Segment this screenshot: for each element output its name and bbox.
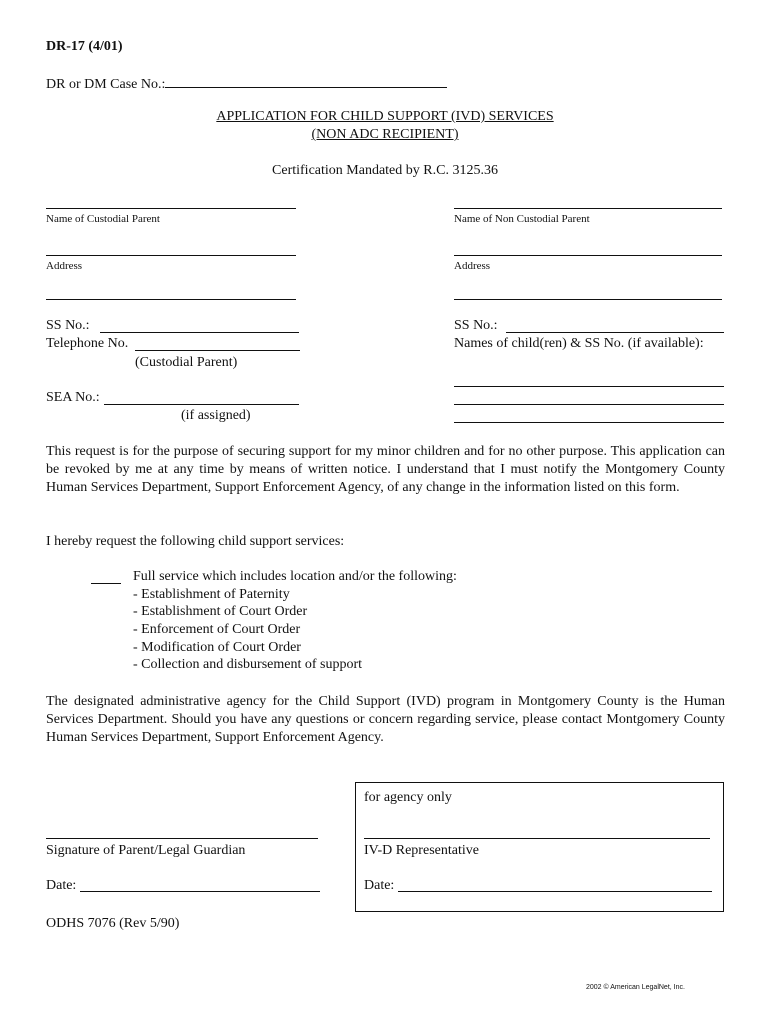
telephone-label: Telephone No. — [46, 336, 129, 351]
form-id: DR-17 (4/01) — [46, 39, 123, 54]
children-field-3[interactable] — [454, 422, 724, 423]
noncustodial-ss-label: SS No.: — [454, 318, 498, 333]
form-revision: ODHS 7076 (Rev 5/90) — [46, 916, 180, 931]
sea-field[interactable] — [104, 404, 299, 405]
full-service-checkbox[interactable] — [91, 571, 121, 584]
children-field-1[interactable] — [454, 386, 724, 387]
custodial-parent-name-field[interactable] — [46, 208, 296, 209]
custodial-ss-label: SS No.: — [46, 318, 90, 333]
representative-field[interactable] — [364, 838, 710, 839]
noncustodial-address-label: Address — [454, 260, 491, 272]
signature-field[interactable] — [46, 838, 318, 839]
children-field-2[interactable] — [454, 404, 724, 405]
service-item: - Establishment of Court Order — [133, 604, 308, 619]
custodial-address-field-1[interactable] — [46, 255, 296, 256]
request-line: I hereby request the following child support services: — [46, 534, 345, 549]
sea-sublabel: (if assigned) — [181, 408, 251, 423]
signature-date-label: Date: — [46, 878, 77, 893]
noncustodial-address-field-1[interactable] — [454, 255, 722, 256]
representative-label: IV-D Representative — [364, 843, 479, 858]
noncustodial-address-field-2[interactable] — [454, 299, 722, 300]
signature-date-field[interactable] — [80, 891, 320, 892]
agency-date-field[interactable] — [398, 891, 712, 892]
signature-label: Signature of Parent/Legal Guardian — [46, 843, 246, 858]
custodial-parent-name-label: Name of Custodial Parent — [46, 213, 160, 225]
telephone-sublabel: (Custodial Parent) — [135, 355, 238, 370]
full-service-label: Full service which includes location and/or the following: — [133, 569, 457, 584]
noncustodial-parent-name-label: Name of Non Custodial Parent — [454, 213, 590, 225]
service-item: - Modification of Court Order — [133, 640, 301, 655]
purpose-paragraph: This request is for the purpose of securing support for my minor children and for no other purpose. This application can be revoked by me at any time by means of written notice. I understand that I must notify the Montgomery County Human Services Department, Support Enforcement Agency, of any change in the information listed on this form. — [46, 444, 725, 495]
service-item: - Enforcement of Court Order — [133, 622, 301, 637]
form-title-line1: APPLICATION FOR CHILD SUPPORT (IVD) SERVICES — [216, 109, 554, 124]
sea-label: SEA No.: — [46, 390, 100, 405]
agency-box-title: for agency only — [364, 790, 452, 805]
service-item: - Collection and disbursement of support — [133, 657, 363, 672]
noncustodial-parent-name-field[interactable] — [454, 208, 722, 209]
children-label: Names of child(ren) & SS No. (if available): — [454, 336, 704, 351]
case-number-field[interactable] — [165, 74, 447, 88]
custodial-ss-field[interactable] — [100, 332, 299, 333]
custodial-address-label: Address — [46, 260, 83, 272]
custodial-address-field-2[interactable] — [46, 299, 296, 300]
telephone-field[interactable] — [135, 350, 300, 351]
agency-date-label: Date: — [364, 878, 395, 893]
case-number-label-text: DR or DM Case No.: — [46, 77, 166, 92]
form-subtitle — [0, 127, 770, 143]
form-title — [0, 109, 770, 125]
certification-line: Certification Mandated by R.C. 3125.36 — [272, 163, 498, 178]
noncustodial-ss-field[interactable] — [506, 332, 724, 333]
agency-paragraph: The designated administrative agency for the Child Support (IVD) program in Montgomery County is the Human Services Department. Should you have any questions or concern regarding service, please contact Montgomery County Human Services Department, Support Enforcement Agency. — [46, 694, 725, 745]
custodial-ss-row — [46, 318, 90, 334]
service-item: - Establishment of Paternity — [133, 587, 290, 602]
case-number-label — [46, 74, 447, 93]
copyright-notice: 2002 © American LegalNet, Inc. — [586, 984, 685, 991]
form-title-line2: (NON ADC RECIPIENT) — [311, 127, 459, 142]
